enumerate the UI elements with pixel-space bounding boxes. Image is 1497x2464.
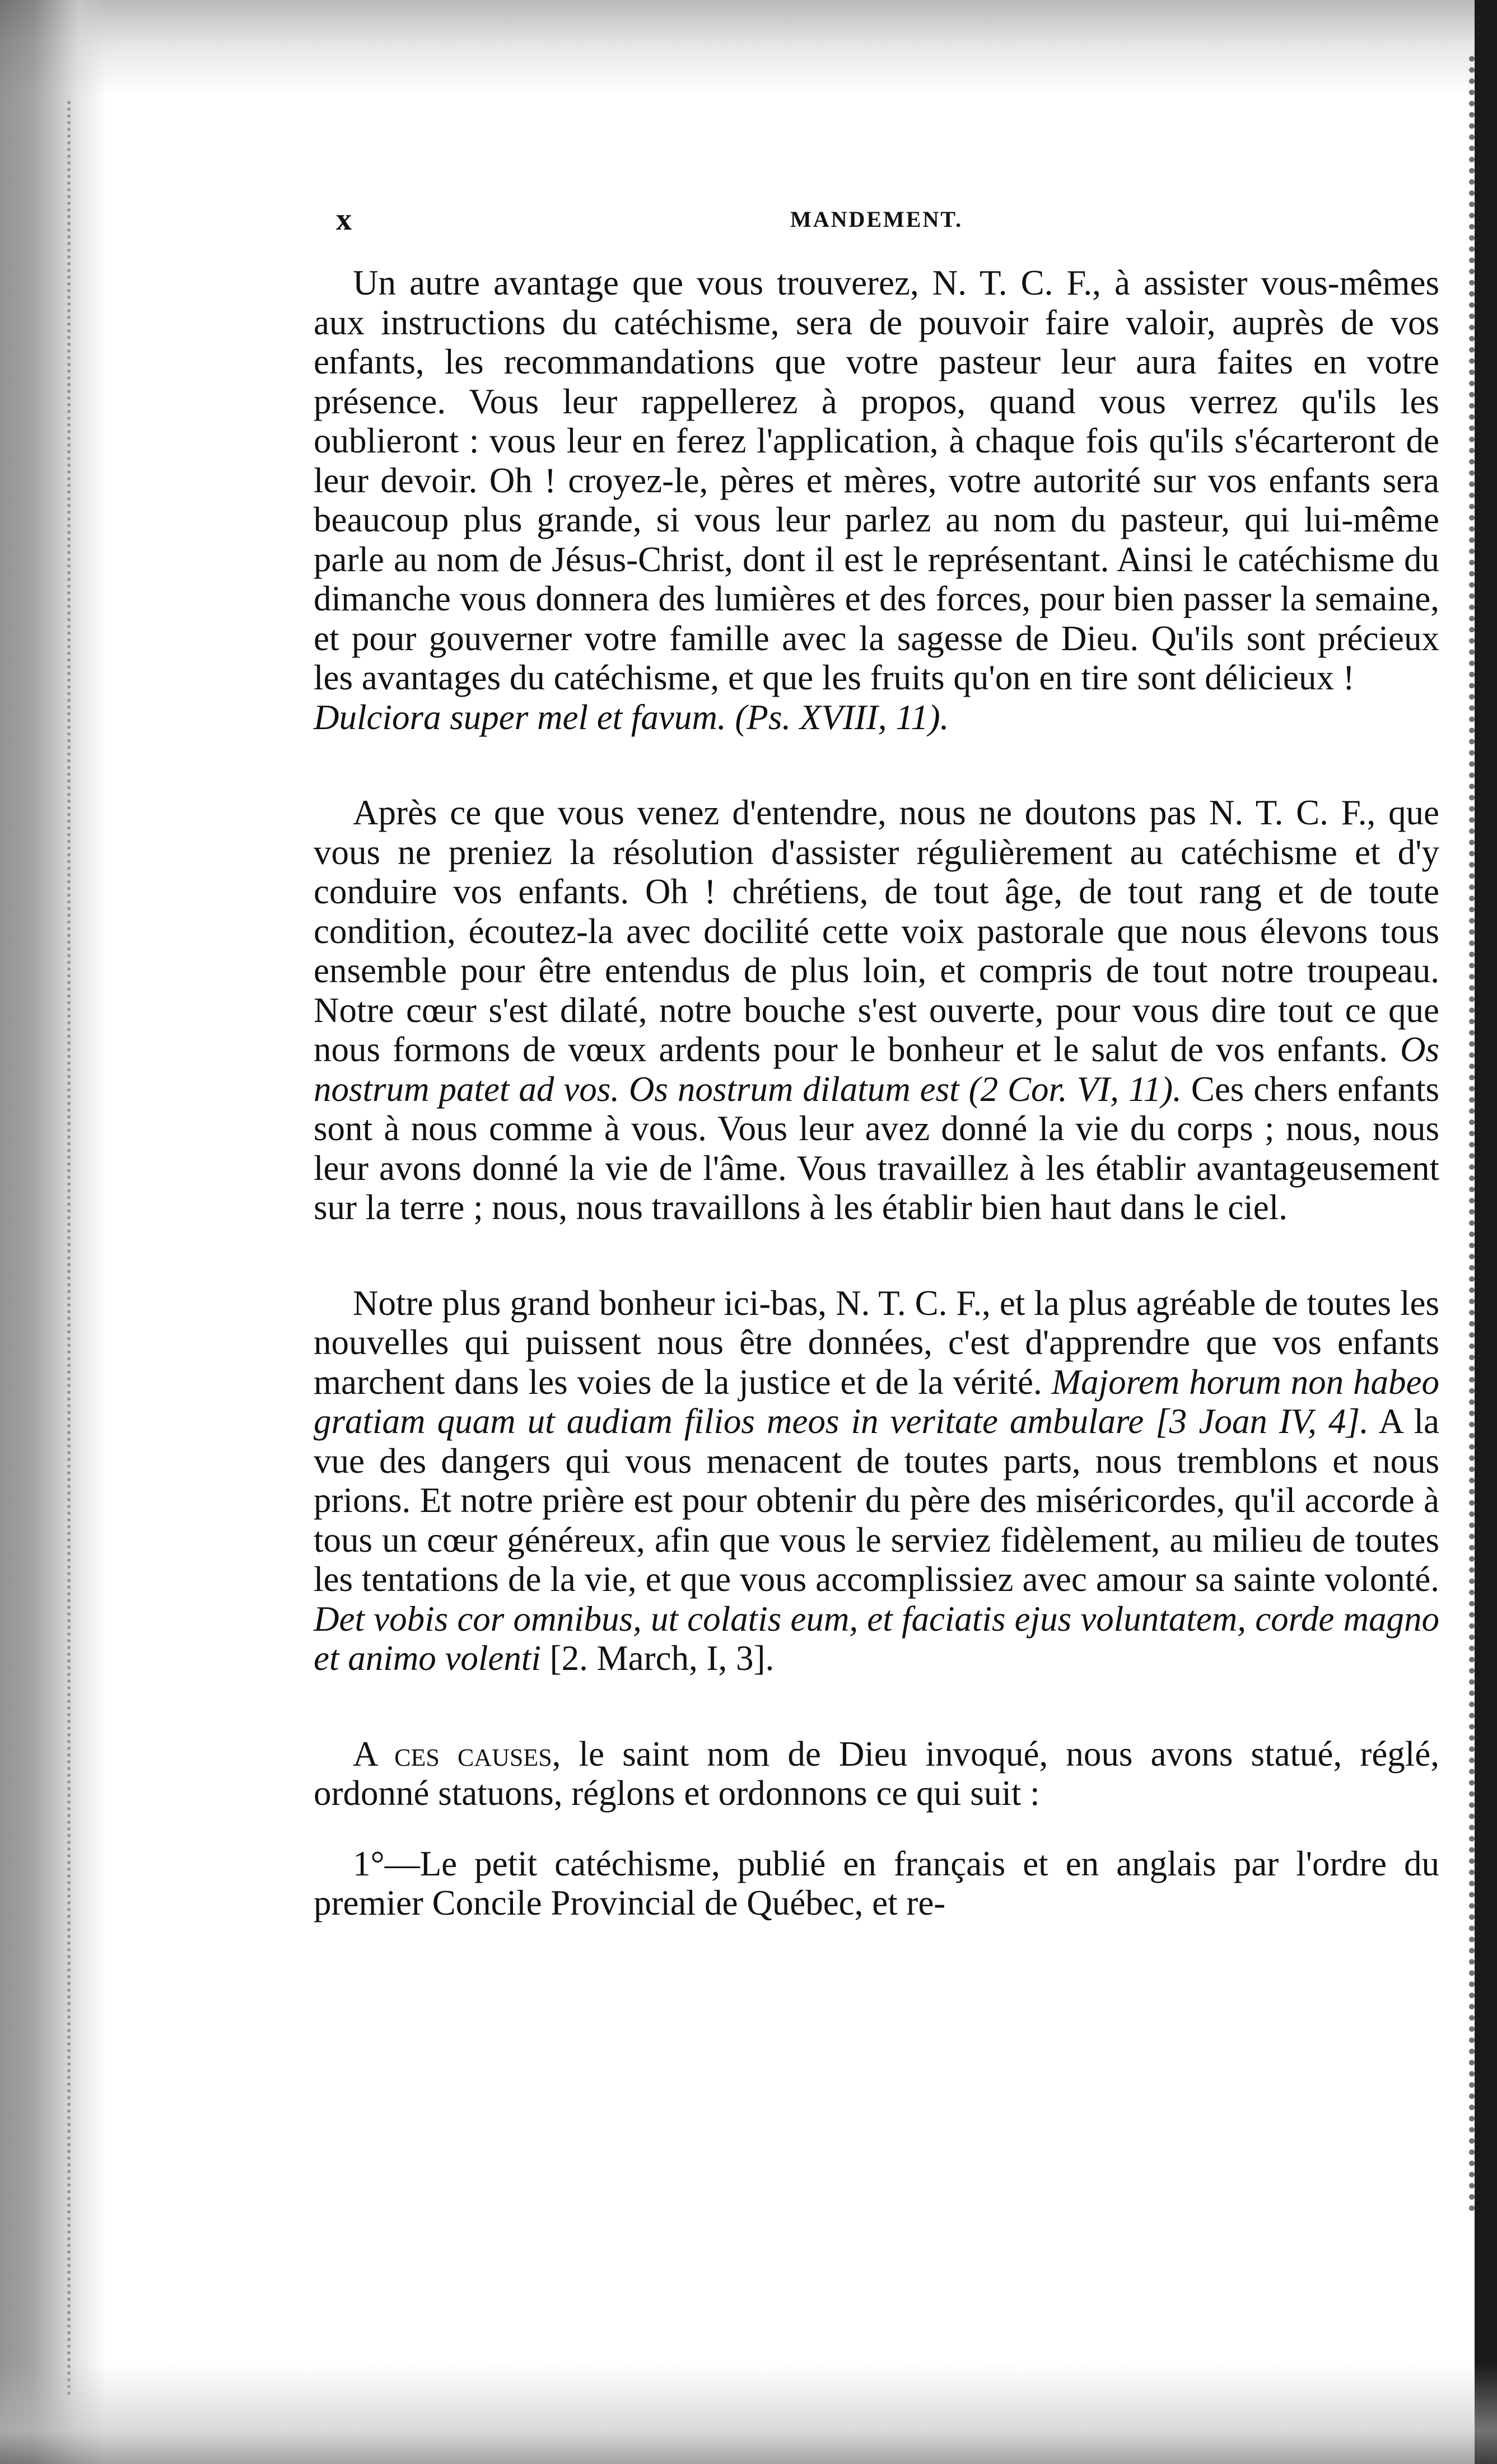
page-body <box>314 202 1439 1923</box>
paragraph-text: A la vue des dangers qui vous menacent de toutes parts, nous tremblons et nous prions. Et notre prière est pour obtenir du père des miséricordes, qu'il accorde à tous un cœur généreux, afin que vous le serviez fidèlement, au milieu de toutes les tentations de la vie, et que vous accomplissiez avec amour sa sainte volonté. <box>314 1402 1439 1599</box>
running-head <box>314 202 1439 241</box>
latin-quote: Det vobis cor omnibus, ut colatis eum, et faciatis ejus voluntatem, corde magno et animo volenti <box>314 1599 1439 1678</box>
paragraph-happiness <box>314 1284 1439 1678</box>
scan-shadow-top <box>0 0 1497 95</box>
paragraph-text: le saint nom de Dieu invoqué, nous avons statué, réglé, ordonné statuons, réglons et ordonnons ce qui suit : <box>314 1734 1440 1813</box>
scripture-reference: [2. March, I, 3]. <box>549 1639 775 1678</box>
scripture-reference: (Ps. XVIII, 11). <box>735 697 949 737</box>
paragraph-text: Ces chers enfants sont à nous comme à vous. Vous leur avez donné la vie du corps ; nous, nous leur avons donné la vie de l'âme. Vous travaillez à les établir avantageusement sur la terre ; nous, nous travaillons à les établir bien haut dans le ciel. <box>314 1069 1439 1227</box>
paragraph-resolution <box>314 793 1439 1228</box>
scripture-reference: (2 Cor. VI, 11). <box>968 1069 1182 1109</box>
scan-edge-fringe-right <box>1452 56 1475 2212</box>
latin-quote: Os nostrum patet ad vos. Os nostrum dilatum est <box>314 1030 1440 1109</box>
latin-quote: Majorem horum non habeo gratiam quam ut audiam filios meos in veritate ambulare <box>314 1362 1439 1441</box>
paragraph-article-1 <box>314 1844 1439 1923</box>
paragraph-text: Un autre avantage que vous trouverez, N. T. C. F., à assister vous-mêmes aux instructions du catéchisme, sera de pouvoir faire valoir, auprès de vos enfants, les recommandations que votre pasteur leur aura faites en votre présence. Vous leur rappellerez à propos, quand vous verrez qu'ils les oublieront : vous leur en ferez l'application, à chaque fois qu'ils s'écarteront de leur devoir. Oh ! croyez-le, pères et mères, votre autorité sur vos enfants sera beaucoup plus grande, si vous leur parlez au nom du pasteur, qui lui-même parle au nom de Jésus-Christ, dont il est le représentant. Ainsi le catéchisme du dimanche vous donnera des lumières et des forces, pour bien passer la semaine, et pour gouverner votre famille avec la sagesse de Dieu. Qu'ils sont précieux les avantages du catéchisme, et que les fruits qu'on en tire sont délicieux ! <box>314 263 1439 697</box>
scan-shadow-right <box>1475 0 1497 2464</box>
paragraph-catechism-advantage <box>314 263 1439 737</box>
small-caps-lead: A ces causes, <box>353 1734 561 1774</box>
header-title: MANDEMENT. <box>790 207 963 232</box>
scripture-reference: [3 Joan IV, 4]. <box>1155 1402 1369 1441</box>
scan-shadow-bottom <box>0 2363 1497 2464</box>
paragraph-ordinance <box>314 1734 1439 1813</box>
paragraph-text: Après ce que vous venez d'entendre, nous ne doutons pas N. T. C. F., que vous ne preniez la résolution d'assister régulièrement au catéchisme et d'y conduire vos enfants. Oh ! chrétiens, de tout âge, de tout rang et de toute condition, écoutez-la avec docilité cette voix pastorale que nous élevons tous ensemble pour être entendus de plus loin, et compris de tout notre troupeau. Notre cœur s'est dilaté, notre bouche s'est ouverte, pour vous dire tout ce que nous formons de vœux ardents pour le bonheur et le salut de vos enfants. <box>314 793 1439 1069</box>
page-number: x <box>336 202 352 237</box>
paragraph-text: Notre plus grand bonheur ici-bas, N. T. C. F., et la plus agréable de toutes les nouvelles qui puissent nous être données, c'est d'apprendre que vos enfants marchent dans les voies de la justice et de la vérité. <box>314 1283 1439 1402</box>
binding-edge <box>67 101 87 2397</box>
scan-shadow-left <box>0 0 106 2464</box>
latin-quote: Dulciora super mel et favum. <box>314 697 726 737</box>
paragraph-text: 1°—Le petit catéchisme, publié en français et en anglais par l'ordre du premier Concile Provincial de Québec, et re- <box>314 1844 1439 1922</box>
